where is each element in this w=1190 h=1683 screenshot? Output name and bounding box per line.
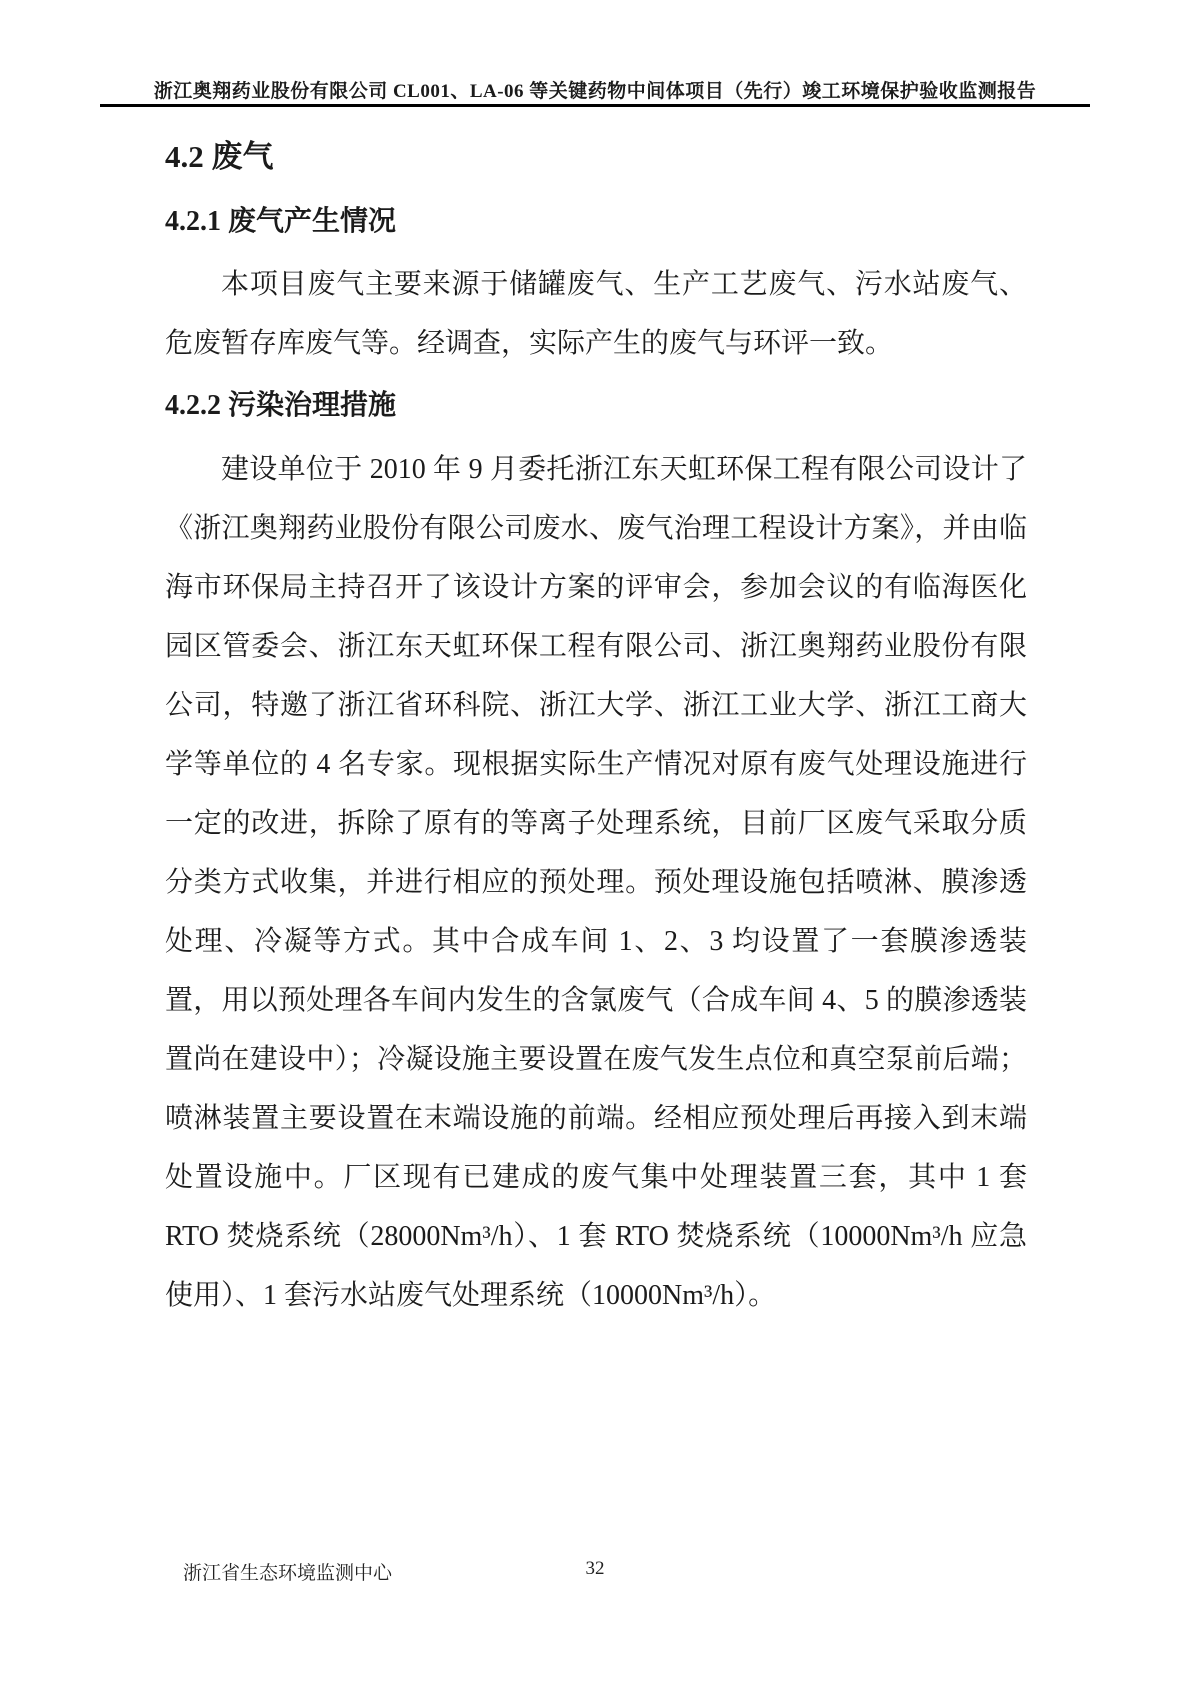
footer-page-number: 32 xyxy=(585,1558,605,1579)
subsection-1-title: 4.2.1 废气产生情况 xyxy=(165,206,397,238)
section-title: 4.2 废气 xyxy=(165,139,274,174)
header-rule xyxy=(100,104,1090,107)
subsection-1-paragraph: 本项目废气主要来源于储罐废气、生产工艺废气、污水站废气、危废暂存库废气等。经调查，实际产生的废气与环评一致。 xyxy=(165,268,1027,359)
document-body xyxy=(165,138,1027,1325)
page-header-title: 浙江奥翔药业股份有限公司 CL001、LA-06 等关键药物中间体项目（先行）竣工环境保护验收监测报告 xyxy=(153,81,1037,102)
subsection-2-paragraph: 建设单位于 2010 年 9 月委托浙江东天虹环保工程有限公司设计了《浙江奥翔药业股份有限公司废水、废气治理工程设计方案》，并由临海市环保局主持召开了该设计方案的评审会，参加会议的有临海医化园区管委会、浙江东天虹环保工程有限公司、浙江奥翔药业股份有限公司，特邀了浙江省环科院、浙江大学、浙江工业大学、浙江工商大学等单位的 4 名专家。现根据实际生产情况对原有废气处理设施进行一定的改进，拆除了原有的等离子处理系统，目前厂区废气采取分质分类方式收集，并进行相应的预处理。预处理设施包括喷淋、膜渗透处理、冷凝等方式。其中合成车间 1、2、3 均设置了一套膜渗透装置，用以预处理各车间内发生的含氯废气（合成车间 4、5 的膜渗透装置尚在建设中）；冷凝设施主要设置在废气发生点位和真空泵前后端；喷淋装置主要设置在末端设施的前端。经相应预处理后再接入到末端处置设施中。厂区现有已建成的废气集中处理装置三套，其中 1 套 RTO 焚烧系统（28000Nm³/h）、1 套 RTO 焚烧系统（10000Nm³/h 应急使用）、1 套污水站废气处理系统（10000Nm³/h）。 xyxy=(165,454,1027,1312)
footer-organization: 浙江省生态环境监测中心 xyxy=(183,1563,393,1584)
subsection-2-title: 4.2.2 污染治理措施 xyxy=(165,389,397,421)
